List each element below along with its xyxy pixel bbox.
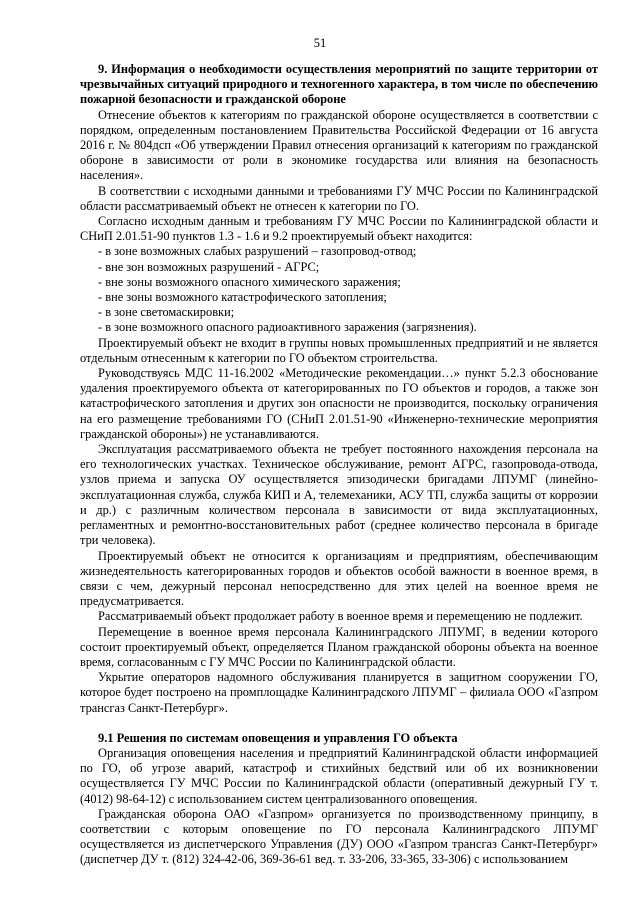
list-item: - вне зон возможных разрушений - АГРС;: [98, 259, 320, 274]
paragraph: Гражданская оборона ОАО «Газпром» организуется по производственному принципу, в соответствии с которым оповещение по ГО персонала Калининградского ЛПУМГ осуществляется из диспетчерского Управления (ДУ) ООО «Газпром трансгаз Санкт-Петербург» (диспетчер ДУ т. (812) 324-42-06, 369-36-61 вед. т. 33-206, 33-365, 33-306) с использованием: [80, 806, 598, 867]
page-number: 51: [313, 36, 327, 50]
list-item: - вне зоны возможного опасного химического заражения;: [98, 274, 401, 289]
paragraph: В соответствии с исходными данными и требованиями ГУ МЧС России по Калининградской области рассматриваемый объект не отнесен к категории по ГО.: [80, 183, 598, 213]
paragraph: Организация оповещения населения и предприятий Калининградской области информацией по ГО, об угрозе аварий, катастроф и стихийных бедствий или об их возникновении осуществляется ГУ МЧС России по Калининградской области (оперативный дежурный ГУ т. (4012) 98-64-12) с использованием систем централизованного оповещения.: [80, 745, 598, 806]
paragraph: Рассматриваемый объект продолжает работу в военное время и перемещению не подлежит.: [98, 609, 583, 624]
subsection-heading: 9.1 Решения по системам оповещения и управления ГО объекта: [98, 730, 458, 745]
list-item: - вне зоны возможного катастрофического затопления;: [98, 290, 387, 305]
paragraph: Перемещение в военное время персонала Калининградского ЛПУМГ, в ведении которого состоит проектируемый объект, определяется Планом гражданской обороны объекта на военное время, согласованным с ГУ МЧС России по Калининградской области.: [80, 624, 598, 669]
paragraph: Руководствуясь МДС 11-16.2002 «Методические рекомендации…» пункт 5.2.3 обоснование удаления проектируемого объекта от категорированных по ГО объектов и городов, а также зон катастрофического затопления и других зон опасности не производится, поскольку ограничения на его размещение требованиями ГО (СНиП 2.01.51-90 «Инженерно-технические мероприятия гражданской обороны») не устанавливаются.: [80, 366, 598, 441]
paragraph: Эксплуатация рассматриваемого объекта не требует постоянного нахождения персонала на его технологических участках. Техническое обслуживание, ремонт АГРС, газопровода-отвода, узлов приема и запуска ОУ осуществляется эпизодически бригадами ЛПУМГ (линейно-эксплуатационная служба, служба КИП и А, телемеханики, АСУ ТП, служба защиты от коррозии и др.) с различным количеством персонала в зависимости от вида эксплуатационных, регламентных и ремонтно-восстановительных работ (среднее количество персонала в бригаде три человека).: [80, 442, 598, 548]
paragraph: Отнесение объектов к категориям по гражданской обороне осуществляется в соответствии с порядком, определенным постановлением Правительства Российской Федерации от 16 августа 2016 г. № 804дсп «Об утверждении Правил отнесения организаций к категориям по гражданской обороне в зависимости от роли в экономике государства или влияния на безопасность населения».: [80, 107, 598, 183]
paragraph: Укрытие операторов надомного обслуживания планируется в защитном сооружении ГО, которое будет построено на промплощадке Калининградского ЛПУМГ – филиала ООО «Газпром трансгаз Санкт-Петербург».: [80, 670, 598, 715]
section-heading: 9. Информация о необходимости осуществления мероприятий по защите территории от чрезвычайных ситуаций природного и техногенного характера, в том числе по обеспечению пожарной безопасности и гражданской обороне: [80, 62, 598, 107]
list-item: - в зоне возможных слабых разрушений – газопровод-отвод;: [98, 244, 417, 259]
paragraph: Согласно исходным данным и требованиям ГУ МЧС России по Калининградской области и СНиП 2.01.51-90 пунктов 1.3 - 1.6 и 9.2 проектируемый объект находится:: [80, 214, 598, 244]
paragraph: Проектируемый объект не относится к организациям и предприятиям, обеспечивающим жизнедеятельность категорированных городов и объектов особой важности в военное время, в связи с чем, дежурный персонал непосредственно для этих целей на военное время не предусматривается.: [80, 548, 598, 609]
paragraph: Проектируемый объект не входит в группы новых промышленных предприятий и не является отдельным отнесенным к категории по ГО объектом строительства.: [80, 335, 598, 365]
list-item: - в зоне возможного опасного радиоактивного заражения (загрязнения).: [98, 320, 477, 335]
zones-list: [80, 244, 598, 335]
list-item: - в зоне светомаскировки;: [98, 305, 235, 320]
page-content: [80, 62, 598, 868]
